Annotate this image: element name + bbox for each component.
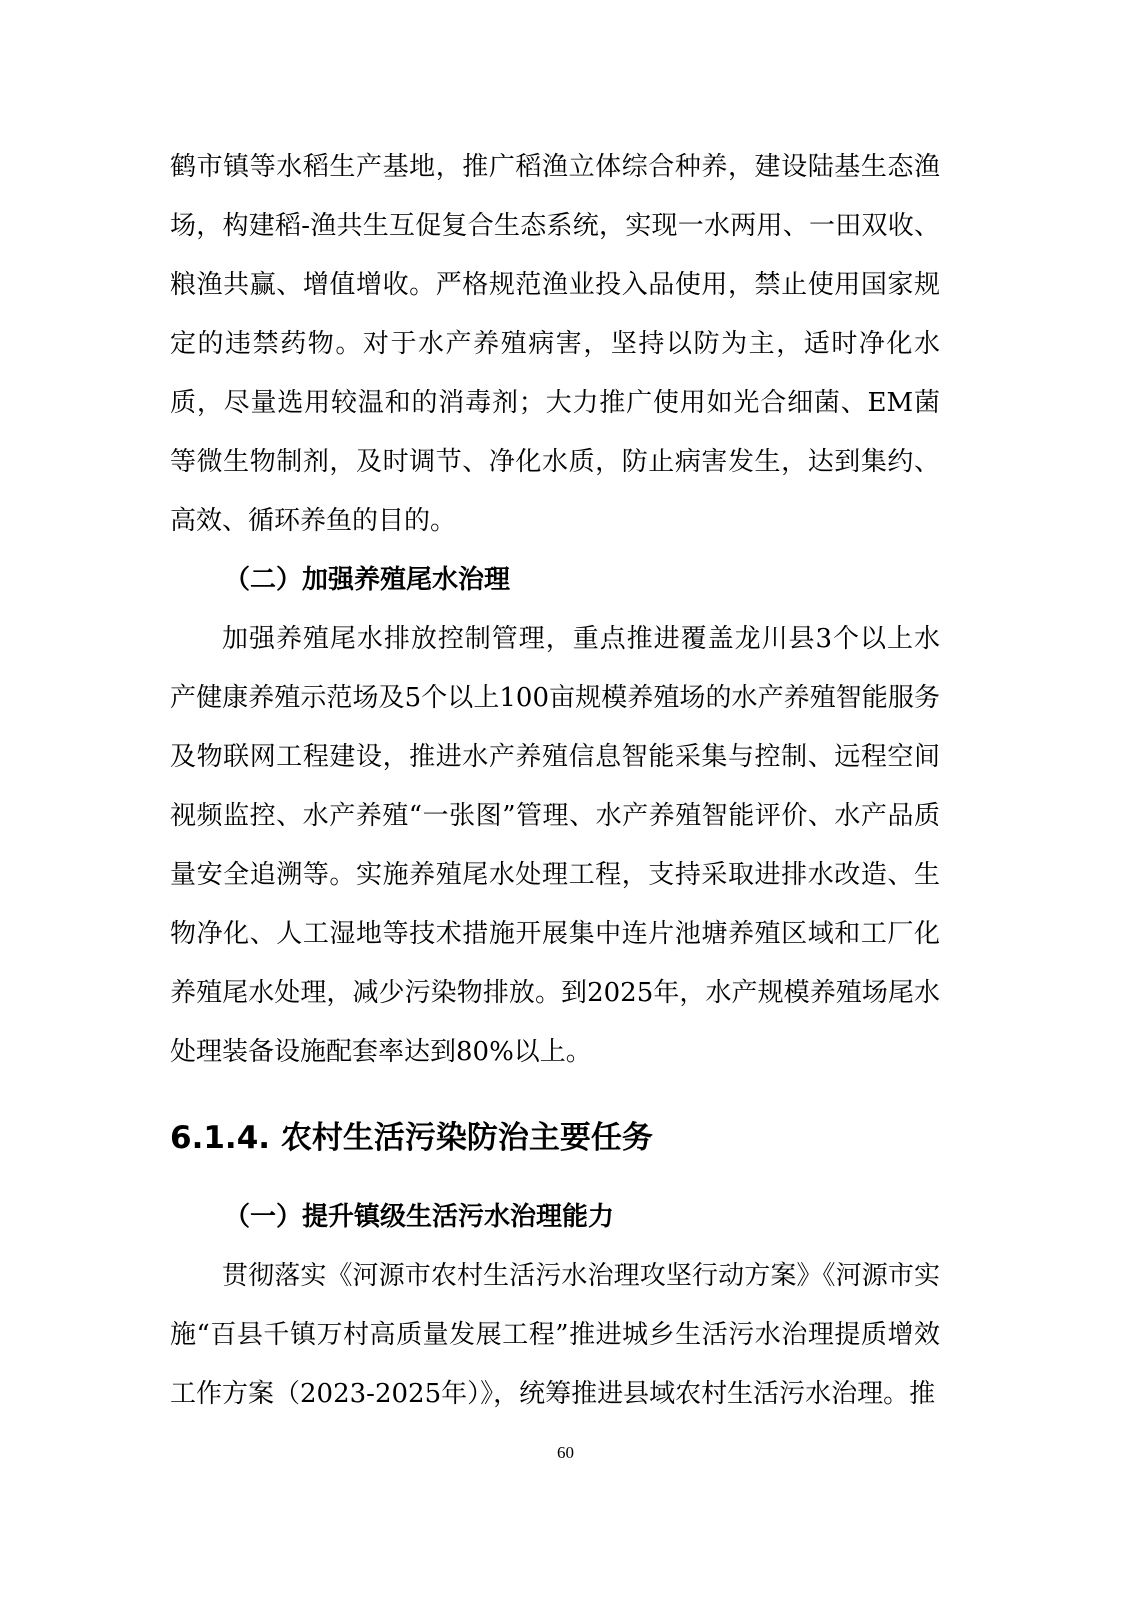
paragraph-rice-fish-farming: 鹤市镇等水稻生产基地，推广稻渔立体综合种养，建设陆基生态渔场，构建稻-渔共生互促复合生态系统，实现一水两用、一田双收、粮渔共赢、增值增收。严格规范渔业投入品使用，禁止使用国家规定的违禁药物。对于水产养殖病害，坚持以防为主，适时净化水质，尽量选用较温和的消毒剂；大力推广使用如光合细菌、EM菌等微生物制剂，及时调节、净化水质，防止病害发生，达到集约、高效、循环养鱼的目的。 bbox=[170, 152, 940, 536]
subheading-aquaculture-wastewater: （二）加强养殖尾水治理 bbox=[224, 565, 511, 595]
paragraph-aquaculture-wastewater: 加强养殖尾水排放控制管理，重点推进覆盖龙川县3个以上水产健康养殖示范场及5个以上100亩规模养殖场的水产养殖智能服务及物联网工程建设，推进水产养殖信息智能采集与控制、远程空间视频监控、水产养殖“一张图”管理、水产养殖智能评价、水产品质量安全追溯等。实施养殖尾水处理工程，支持采取进排水改造、生物净化、人工湿地等技术措施开展集中连片池塘养殖区域和工厂化养殖尾水处理，减少污染物排放。到2025年，水产规模养殖场尾水处理装备设施配套率达到80%以上。 bbox=[170, 624, 940, 1067]
document-body bbox=[170, 138, 940, 1424]
page-number: 60 bbox=[557, 1443, 574, 1462]
paragraph-town-sewage: 贯彻落实《河源市农村生活污水治理攻坚行动方案》《河源市实施“百县千镇万村高质量发展工程”推进城乡生活污水治理提质增效工作方案（2023-2025年）》，统筹推进县域农村生活污水治理。推 bbox=[170, 1261, 940, 1409]
subheading-town-sewage: （一）提升镇级生活污水治理能力 bbox=[224, 1202, 615, 1232]
section-heading-rural-pollution: 6.1.4. 农村生活污染防治主要任务 bbox=[170, 1120, 653, 1156]
